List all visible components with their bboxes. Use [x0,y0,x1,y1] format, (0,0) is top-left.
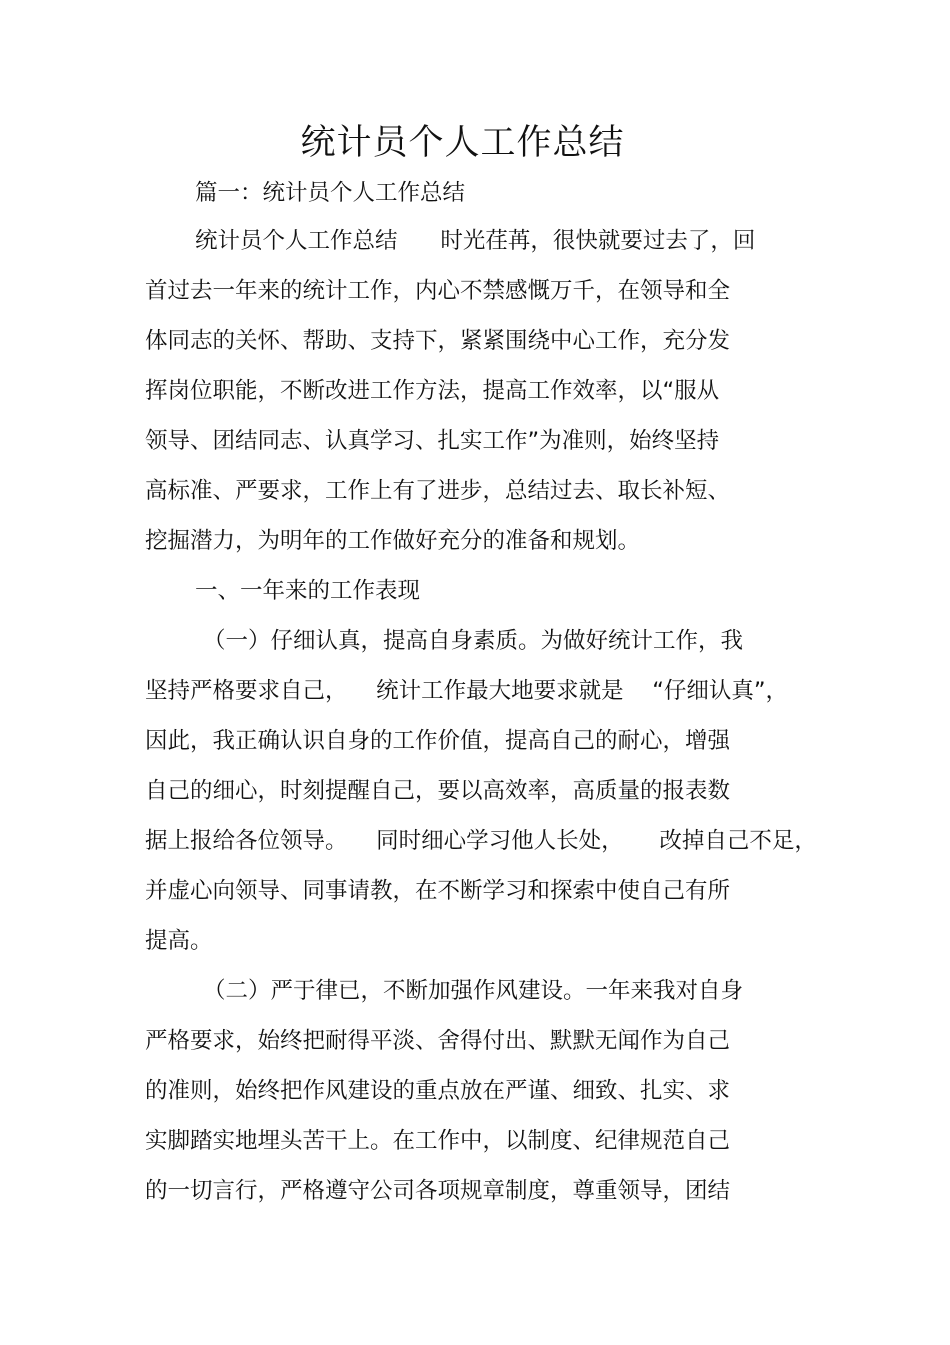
paragraph-line: 的一切言行，严格遵守公司各项规章制度，尊重领导，团结 [145,1178,731,1204]
paragraph-line: 提高。 [145,928,213,954]
paragraph-line: 坚持严格要求自己， 统计工作最大地要求就是 “仔细认真”， [145,678,789,704]
paragraph-line: （二）严于律已，不断加强作风建设。一年来我对自身 [203,978,744,1004]
paragraph-line: 体同志的关怀、帮助、支持下，紧紧围绕中心工作，充分发 [145,328,731,354]
document-subtitle: 篇一：统计员个人工作总结 [195,180,466,206]
paragraph-line: 挖掘潜力，为明年的工作做好充分的准备和规划。 [145,528,641,554]
paragraph-line: 领导、团结同志、认真学习、扎实工作”为准则，始终坚持 [145,428,720,454]
section-heading: 一、一年来的工作表现 [195,578,421,604]
document-title: 统计员个人工作总结 [300,123,625,163]
paragraph-line: 实脚踏实地埋头苦干上。在工作中，以制度、纪律规范自己 [145,1128,731,1154]
paragraph-line: （一）仔细认真，提高自身素质。为做好统计工作，我 [203,628,744,654]
paragraph-line: 自己的细心，时刻提醒自己，要以高效率，高质量的报表数 [145,778,731,804]
paragraph-line: 据上报给各位领导。 同时细心学习他人长处， 改掉自己不足， [145,828,817,854]
paragraph-line: 高标准、严要求，工作上有了进步，总结过去、取长补短、 [145,478,731,504]
paragraph-line: 因此，我正确认识自身的工作价值，提高自己的耐心，增强 [145,728,731,754]
paragraph-line: 挥岗位职能，不断改进工作方法，提高工作效率，以“服从 [145,378,720,404]
paragraph-line: 首过去一年来的统计工作，内心不禁感慨万千，在领导和全 [145,278,731,304]
paragraph-line: 统计员个人工作总结 时光荏苒，很快就要过去了，回 [195,228,756,254]
paragraph-line: 并虚心向领导、同事请教，在不断学习和探索中使自己有所 [145,878,731,904]
paragraph-line: 严格要求，始终把耐得平淡、舍得付出、默默无闻作为自己 [145,1028,731,1054]
paragraph-line: 的准则，始终把作风建设的重点放在严谨、细致、扎实、求 [145,1078,731,1104]
